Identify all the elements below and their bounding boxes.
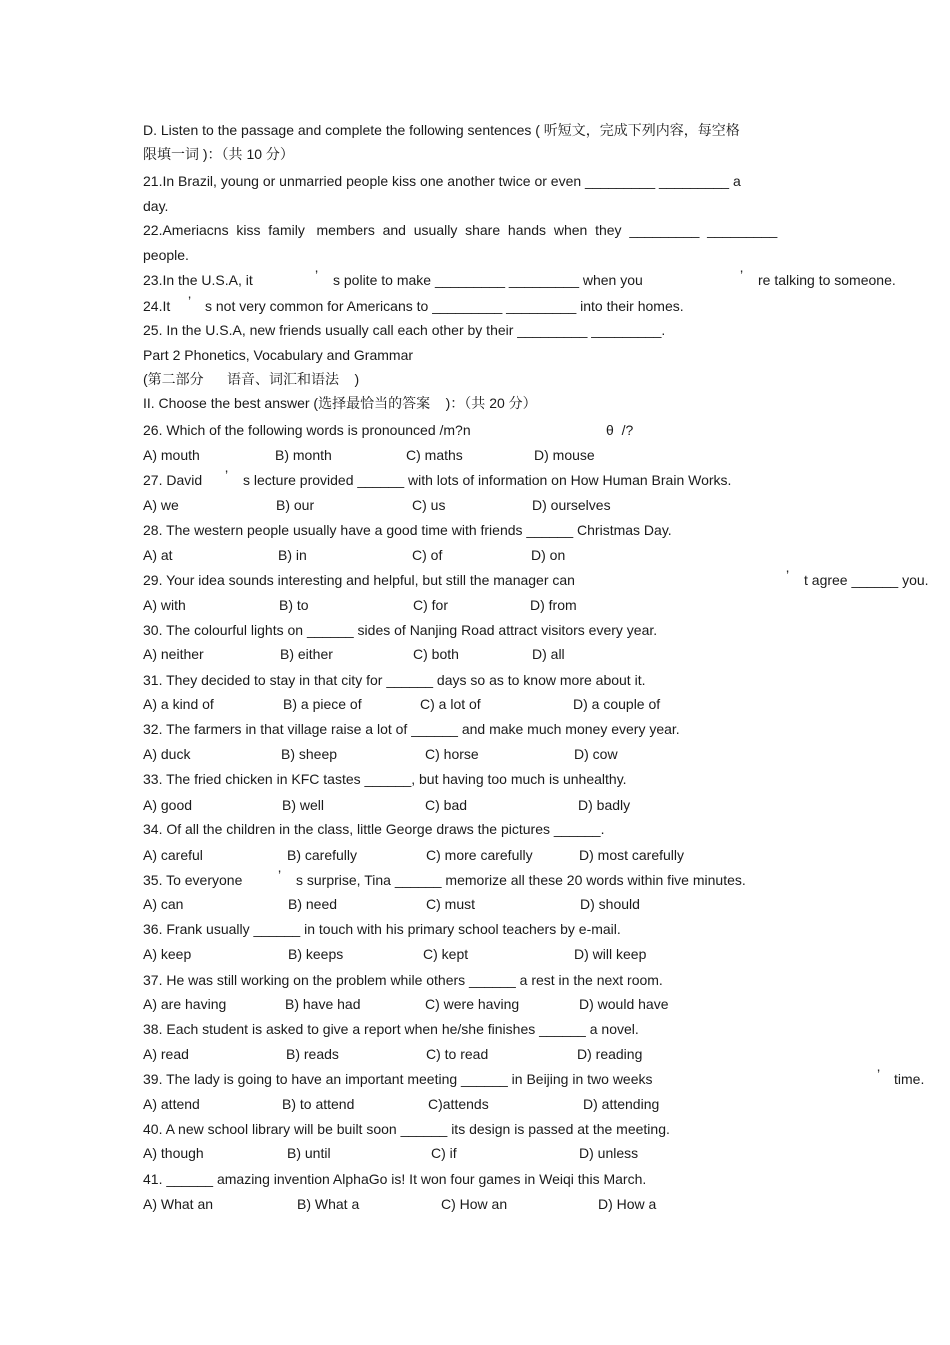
question-31-option-a: A) a kind of bbox=[143, 696, 214, 712]
question-33-option-a: A) good bbox=[143, 797, 193, 813]
question-38-option-a: A) read bbox=[143, 1046, 189, 1062]
question-29-part1: 29. Your idea sounds interesting and helpful, but still the manager can bbox=[143, 572, 575, 588]
question-26-part1: 26. Which of the following words is pronounced /m?n bbox=[143, 422, 471, 438]
section-ii-instruction: II. Choose the best answer (选择最恰当的答案 )：（共 20 分） bbox=[143, 395, 537, 411]
question-39-part2: time. bbox=[894, 1071, 925, 1087]
question-32: 32. The farmers in that village raise a lot of ______ and make much money every year. bbox=[143, 721, 680, 737]
question-28: 28. The western people usually have a good time with friends ______ Christmas Day. bbox=[143, 522, 672, 538]
question-26-option-d: D) mouse bbox=[534, 447, 595, 463]
question-29-option-c: C) for bbox=[413, 597, 448, 613]
question-29-option-d: D) from bbox=[530, 597, 577, 613]
question-29-option-b: B) to bbox=[279, 597, 309, 613]
question-27-option-a: A) we bbox=[143, 497, 179, 513]
part-2-subtitle: (第二部分 语音、词汇和语法 ) bbox=[143, 371, 360, 387]
question-39-apostrophe: ’ bbox=[877, 1066, 881, 1082]
question-35-part2: s surprise, Tina ______ memorize all these 20 words within five minutes. bbox=[296, 872, 746, 888]
question-30-option-b: B) either bbox=[280, 646, 333, 662]
question-27-option-d: D) ourselves bbox=[532, 497, 611, 513]
question-31-option-b: B) a piece of bbox=[283, 696, 362, 712]
question-33-option-b: B) well bbox=[282, 797, 325, 813]
question-27-part1: 27. David bbox=[143, 472, 203, 488]
question-38-option-d: D) reading bbox=[577, 1046, 643, 1062]
section-d-instruction-line2: 限填一词 )：（共 10 分） bbox=[143, 146, 294, 162]
question-23-part3: re talking to someone. bbox=[758, 272, 896, 288]
question-40-option-b: B) until bbox=[287, 1145, 331, 1161]
question-31-option-d: D) a couple of bbox=[573, 696, 661, 712]
question-27-part2: s lecture provided ______ with lots of information on How Human Brain Works. bbox=[243, 472, 732, 488]
question-40-option-d: D) unless bbox=[579, 1145, 639, 1161]
question-29-part2: t agree ______ you. bbox=[804, 572, 929, 588]
question-41-option-b: B) What a bbox=[297, 1196, 360, 1212]
question-30-option-d: D) all bbox=[532, 646, 565, 662]
question-31: 31. They decided to stay in that city for ______ days so as to know more about it. bbox=[143, 672, 646, 688]
question-33: 33. The fried chicken in KFC tastes ______, but having too much is unhealthy. bbox=[143, 771, 627, 787]
question-40: 40. A new school library will be built soon ______ its design is passed at the meeting. bbox=[143, 1121, 670, 1137]
question-39-option-d: D) attending bbox=[583, 1096, 660, 1112]
question-37-option-d: D) would have bbox=[579, 996, 669, 1012]
question-41-option-d: D) How a bbox=[598, 1196, 657, 1212]
question-39-part1: 39. The lady is going to have an important meeting ______ in Beijing in two weeks bbox=[143, 1071, 653, 1087]
question-27-option-b: B) our bbox=[276, 497, 315, 513]
question-34-option-d: D) most carefully bbox=[579, 847, 685, 863]
question-28-option-c: C) of bbox=[412, 547, 443, 563]
question-26-option-b: B) month bbox=[275, 447, 332, 463]
question-35-part1: 35. To everyone bbox=[143, 872, 243, 888]
question-28-option-d: D) on bbox=[531, 547, 566, 563]
question-23-apostrophe2: ’ bbox=[740, 267, 744, 283]
question-35-option-c: C) must bbox=[426, 896, 475, 912]
question-36: 36. Frank usually ______ in touch with his primary school teachers by e-mail. bbox=[143, 921, 621, 937]
question-31-option-c: C) a lot of bbox=[420, 696, 481, 712]
question-39-option-c: C)attends bbox=[428, 1096, 489, 1112]
question-36-option-a: A) keep bbox=[143, 946, 192, 962]
question-32-option-c: C) horse bbox=[425, 746, 479, 762]
question-30: 30. The colourful lights on ______ sides of Nanjing Road attract visitors every year. bbox=[143, 622, 658, 638]
question-36-option-d: D) will keep bbox=[574, 946, 647, 962]
section-d-instruction-line1: D. Listen to the passage and complete the following sentences ( 听短文，完成下列内容，每空格 bbox=[143, 122, 740, 138]
question-32-option-b: B) sheep bbox=[281, 746, 338, 762]
question-25: 25. In the U.S.A, new friends usually call each other by their _________ _________. bbox=[143, 322, 666, 338]
question-37-option-c: C) were having bbox=[425, 996, 520, 1012]
question-24-apostrophe: ’ bbox=[188, 293, 192, 309]
question-39-option-a: A) attend bbox=[143, 1096, 200, 1112]
question-24-part1: 24.It bbox=[143, 298, 171, 314]
question-40-option-c: C) if bbox=[431, 1145, 457, 1161]
question-23-part1: 23.In the U.S.A, it bbox=[143, 272, 253, 288]
question-26-part2: θ /? bbox=[606, 422, 634, 438]
question-28-option-b: B) in bbox=[278, 547, 307, 563]
question-41-option-a: A) What an bbox=[143, 1196, 214, 1212]
question-34-option-c: C) more carefully bbox=[426, 847, 533, 863]
question-40-option-a: A) though bbox=[143, 1145, 204, 1161]
part-2-title: Part 2 Phonetics, Vocabulary and Grammar bbox=[143, 347, 414, 363]
question-36-option-b: B) keeps bbox=[288, 946, 344, 962]
question-37-option-a: A) are having bbox=[143, 996, 227, 1012]
question-38-option-b: B) reads bbox=[286, 1046, 339, 1062]
question-39-option-b: B) to attend bbox=[282, 1096, 355, 1112]
question-29-option-a: A) with bbox=[143, 597, 186, 613]
question-27-option-c: C) us bbox=[412, 497, 446, 513]
question-34: 34. Of all the children in the class, little George draws the pictures ______. bbox=[143, 821, 605, 837]
question-38: 38. Each student is asked to give a report when he/she finishes ______ a novel. bbox=[143, 1021, 639, 1037]
question-26-option-c: C) maths bbox=[406, 447, 463, 463]
question-21-line1: 21.In Brazil, young or unmarried people kiss one another twice or even _________ _________ a bbox=[143, 173, 741, 189]
question-34-option-b: B) carefully bbox=[287, 847, 358, 863]
question-30-option-c: C) both bbox=[413, 646, 459, 662]
question-21-line2: day. bbox=[143, 198, 169, 214]
question-23-apostrophe1: ’ bbox=[315, 267, 319, 283]
question-32-option-a: A) duck bbox=[143, 746, 191, 762]
question-35-option-a: A) can bbox=[143, 896, 184, 912]
question-32-option-d: D) cow bbox=[574, 746, 618, 762]
question-22-line1: 22.Ameriacns kiss family members and usually share hands when they _________ _________ bbox=[143, 222, 778, 238]
question-33-option-c: C) bad bbox=[425, 797, 468, 813]
question-28-option-a: A) at bbox=[143, 547, 173, 563]
question-37-option-b: B) have had bbox=[285, 996, 361, 1012]
question-41: 41. ______ amazing invention AlphaGo is! It won four games in Weiqi this March. bbox=[143, 1171, 647, 1187]
question-29-apostrophe: ’ bbox=[786, 567, 790, 583]
question-33-option-d: D) badly bbox=[578, 797, 631, 813]
question-35-option-d: D) should bbox=[580, 896, 640, 912]
question-35-option-b: B) need bbox=[288, 896, 338, 912]
question-22-line2: people. bbox=[143, 247, 189, 263]
question-26-option-a: A) mouth bbox=[143, 447, 200, 463]
question-36-option-c: C) kept bbox=[423, 946, 469, 962]
question-27-apostrophe: ’ bbox=[225, 467, 229, 483]
question-24-part2: s not very common for Americans to _________ _________ into their homes. bbox=[205, 298, 684, 314]
question-30-option-a: A) neither bbox=[143, 646, 204, 662]
question-38-option-c: C) to read bbox=[426, 1046, 489, 1062]
question-23-part2: s polite to make _________ _________ when you bbox=[333, 272, 643, 288]
question-35-apostrophe: ’ bbox=[278, 867, 282, 883]
question-34-option-a: A) careful bbox=[143, 847, 203, 863]
question-37: 37. He was still working on the problem while others ______ a rest in the next room. bbox=[143, 972, 663, 988]
question-41-option-c: C) How an bbox=[441, 1196, 508, 1212]
